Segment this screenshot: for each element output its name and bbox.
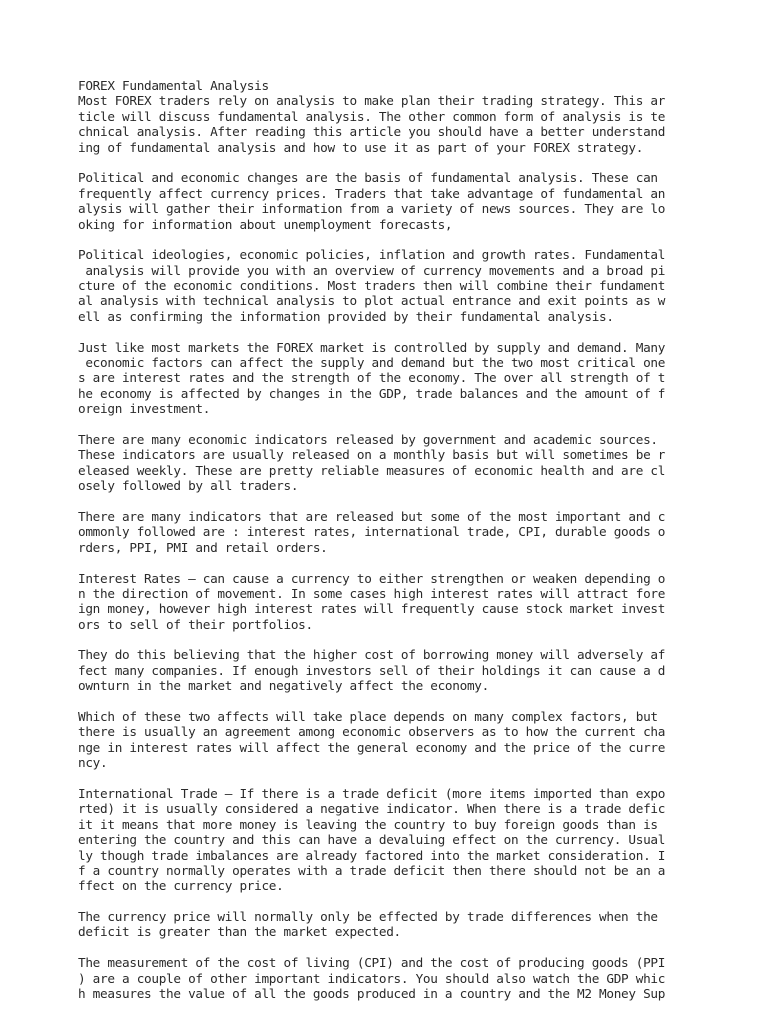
paragraph [78, 647, 698, 693]
text-line: ly though trade imbalances are already factored into the market consideration. I [78, 847, 666, 863]
text-line: The measurement of the cost of living (CPI) and the cost of producing goods (PPI [78, 955, 666, 971]
text-line: frequently affect currency prices. Traders that take advantage of fundamental an [78, 185, 666, 201]
text-line: osely followed by all traders. [78, 478, 299, 494]
text-line: oking for information about unemployment forecasts, [78, 216, 453, 232]
text-line: he economy is affected by changes in the GDP, trade balances and the amount of f [78, 385, 666, 401]
paragraph [78, 571, 698, 633]
paragraph [78, 93, 698, 155]
text-line: ffect on the currency price. [78, 878, 284, 894]
text-line: Political and economic changes are the basis of fundamental analysis. These can [78, 170, 658, 186]
paragraph [78, 170, 698, 232]
text-line: deficit is greater than the market expected. [78, 924, 401, 940]
paragraph [78, 786, 698, 894]
text-line: cture of the economic conditions. Most traders then will combine their fundament [78, 278, 666, 294]
text-line: fect many companies. If enough investors sell of their holdings it can cause a d [78, 662, 666, 678]
paragraph-list [78, 93, 698, 1001]
text-line: ors to sell of their portfolios. [78, 616, 313, 632]
text-line: These indicators are usually released on a monthly basis but will sometimes be r [78, 447, 666, 463]
text-line: There are many indicators that are released but some of the most important and c [78, 508, 666, 524]
text-line: International Trade – If there is a trade deficit (more items imported than expo [78, 785, 666, 801]
text-line: chnical analysis. After reading this article you should have a better understand [78, 124, 666, 140]
text-line: ell as confirming the information provided by their fundamental analysis. [78, 308, 614, 324]
text-line: ) are a couple of other important indicators. You should also watch the GDP whic [78, 970, 666, 986]
text-line: economic factors can affect the supply and demand but the two most critical one [78, 355, 666, 371]
text-line: rders, PPI, PMI and retail orders. [78, 539, 328, 555]
text-line: entering the country and this can have a devaluing effect on the currency. Usual [78, 832, 666, 848]
document-body [78, 78, 698, 1017]
text-line: al analysis with technical analysis to plot actual entrance and exit points as w [78, 293, 666, 309]
text-line: analysis will provide you with an overview of currency movements and a broad pi [78, 262, 666, 278]
paragraph [78, 509, 698, 555]
text-line: Just like most markets the FOREX market is controlled by supply and demand. Many [78, 339, 666, 355]
text-line: there is usually an agreement among economic observers as to how the current cha [78, 724, 666, 740]
text-line: Political ideologies, economic policies, inflation and growth rates. Fundamental [78, 247, 666, 263]
text-line: ncy. [78, 755, 108, 771]
text-line: ing of fundamental analysis and how to use it as part of your FOREX strategy. [78, 139, 644, 155]
paragraph [78, 340, 698, 417]
text-line: nge in interest rates will affect the general economy and the price of the curre [78, 739, 666, 755]
text-line: f a country normally operates with a trade deficit then there should not be an a [78, 862, 666, 878]
text-line: it it means that more money is leaving the country to buy foreign goods than is [78, 816, 658, 832]
text-line: oreign investment. [78, 401, 211, 417]
text-line: There are many economic indicators released by government and academic sources. [78, 431, 658, 447]
text-line: alysis will gather their information from a variety of news sources. They are lo [78, 201, 666, 217]
paragraph [78, 432, 698, 494]
text-line: n the direction of movement. In some cases high interest rates will attract fore [78, 585, 666, 601]
text-line: ownturn in the market and negatively affect the economy. [78, 678, 489, 694]
text-line: eleased weekly. These are pretty reliable measures of economic health and are cl [78, 462, 666, 478]
paragraph [78, 247, 698, 324]
text-line: Interest Rates – can cause a currency to either strengthen or weaken depending o [78, 570, 666, 586]
text-line: s are interest rates and the strength of the economy. The over all strength of t [78, 370, 666, 386]
text-line: ticle will discuss fundamental analysis. The other common form of analysis is te [78, 108, 666, 124]
text-line: They do this believing that the higher cost of borrowing money will adversely af [78, 647, 666, 663]
document-title: FOREX Fundamental Analysis [78, 78, 269, 93]
text-line: ign money, however high interest rates will frequently cause stock market invest [78, 601, 666, 617]
paragraph [78, 955, 698, 1001]
text-line: The currency price will normally only be effected by trade differences when the [78, 909, 658, 925]
paragraph [78, 909, 698, 940]
text-line: rted) it is usually considered a negative indicator. When there is a trade defic [78, 801, 666, 817]
text-line: Most FOREX traders rely on analysis to make plan their trading strategy. This ar [78, 93, 666, 109]
text-line: ommonly followed are : interest rates, international trade, CPI, durable goods o [78, 524, 666, 540]
paragraph [78, 709, 698, 771]
text-line: Which of these two affects will take place depends on many complex factors, but [78, 709, 658, 725]
text-line: h measures the value of all the goods produced in a country and the M2 Money Sup [78, 986, 666, 1002]
